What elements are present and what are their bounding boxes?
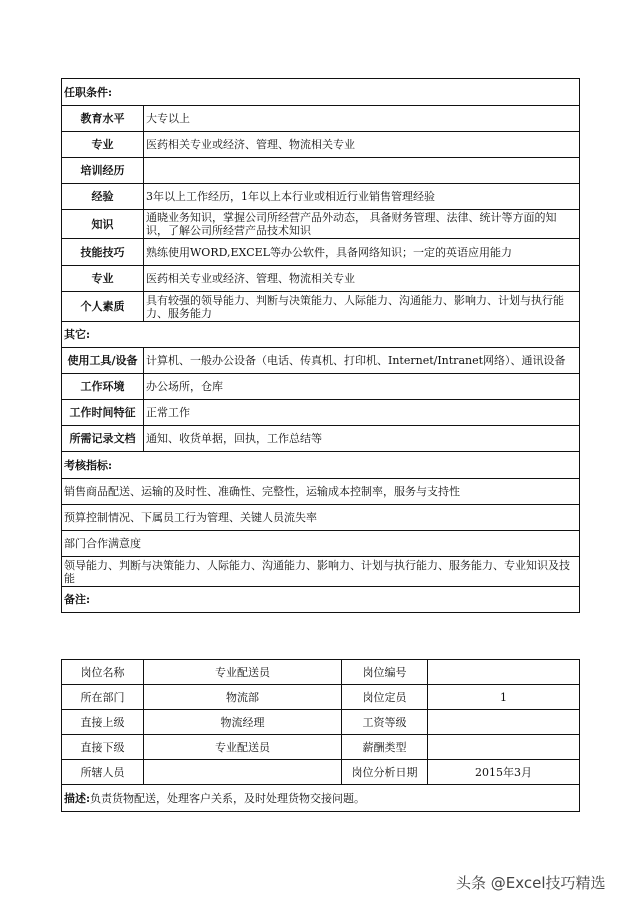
cell: 所辖人员 (62, 760, 144, 785)
row-label: 个人素质 (62, 292, 144, 322)
table-row (62, 374, 580, 400)
row-value: 通晓业务知识，掌握公司所经营产品外动态， 具备财务管理、法律、统计等方面的知识，了解公司所经营产品技术知识 (144, 210, 580, 239)
job-info-table (61, 659, 580, 812)
table-row (62, 106, 580, 132)
description-text: 负责货物配送，处理客户关系，及时处理货物交接问题。 (90, 791, 366, 805)
row-label: 工作时间特征 (62, 400, 144, 426)
row-value: 医药相关专业或经济、管理、物流相关专业 (144, 132, 580, 158)
cell: 2015年3月 (428, 760, 580, 785)
cell: 物流经理 (144, 710, 342, 735)
table-row (62, 557, 580, 587)
row-value: 通知、收货单据，回执，工作总结等 (144, 426, 580, 452)
cell: 岗位分析日期 (342, 760, 428, 785)
table-row (62, 239, 580, 266)
job-requirements-table (61, 78, 580, 613)
assessment-item: 预算控制情况、下属员工行为管理、关键人员流失率 (62, 505, 580, 531)
cell: 直接下级 (62, 735, 144, 760)
cell (428, 660, 580, 685)
row-label: 所需记录文档 (62, 426, 144, 452)
table-row (62, 210, 580, 239)
watermark-footer: 头条 @Excel技巧精选 (456, 874, 606, 892)
cell (428, 735, 580, 760)
table-row (62, 292, 580, 322)
cell: 直接上级 (62, 710, 144, 735)
table-row (62, 184, 580, 210)
table-row (62, 426, 580, 452)
cell: 专业配送员 (144, 660, 342, 685)
row-label: 专业 (62, 266, 144, 292)
cell: 岗位编号 (342, 660, 428, 685)
assessment-item: 销售商品配送、运输的及时性、准确性、完整性，运输成本控制率，服务与支持性 (62, 479, 580, 505)
row-value: 办公场所，仓库 (144, 374, 580, 400)
row-label: 工作环境 (62, 374, 144, 400)
assessment-item: 部门合作满意度 (62, 531, 580, 557)
table-row (62, 735, 580, 760)
table-row (62, 531, 580, 557)
row-label: 知识 (62, 210, 144, 239)
table-row (62, 266, 580, 292)
row-value: 大专以上 (144, 106, 580, 132)
row-value: 具有较强的领导能力、判断与决策能力、人际能力、沟通能力、影响力、计划与执行能力、服务能力 (144, 292, 580, 322)
row-label: 培训经历 (62, 158, 144, 184)
cell: 岗位定员 (342, 685, 428, 710)
row-label: 技能技巧 (62, 239, 144, 266)
row-value: 计算机、一般办公设备（电话、传真机、打印机、Internet/Intranet网络）、通讯设备 (144, 348, 580, 374)
section-row-assessment (62, 452, 580, 479)
description-cell (62, 785, 580, 812)
section-row-notes (62, 587, 580, 613)
row-value (144, 158, 580, 184)
table-row (62, 710, 580, 735)
row-label: 使用工具/设备 (62, 348, 144, 374)
table-row (62, 400, 580, 426)
row-value: 熟练使用WORD,EXCEL等办公软件，具备网络知识；一定的英语应用能力 (144, 239, 580, 266)
cell: 岗位名称 (62, 660, 144, 685)
table-row (62, 685, 580, 710)
section-title-notes: 备注: (62, 587, 580, 613)
table-row (62, 158, 580, 184)
section-title-assessment: 考核指标: (62, 452, 580, 479)
cell: 薪酬类型 (342, 735, 428, 760)
row-label: 经验 (62, 184, 144, 210)
section-title-other: 其它: (62, 322, 580, 348)
table-row (62, 760, 580, 785)
row-value: 3年以上工作经历，1年以上本行业或相近行业销售管理经验 (144, 184, 580, 210)
row-label: 教育水平 (62, 106, 144, 132)
cell: 专业配送员 (144, 735, 342, 760)
table-row (62, 132, 580, 158)
assessment-item: 领导能力、判断与决策能力、人际能力、沟通能力、影响力、计划与执行能力、服务能力、专业知识及技能 (62, 557, 580, 587)
row-label: 专业 (62, 132, 144, 158)
cell (428, 710, 580, 735)
section-row-other (62, 322, 580, 348)
cell (144, 760, 342, 785)
table-row (62, 505, 580, 531)
table-row (62, 479, 580, 505)
section-title-qualifications: 任职条件: (62, 79, 580, 106)
row-value: 医药相关专业或经济、管理、物流相关专业 (144, 266, 580, 292)
description-label: 描述: (64, 791, 91, 805)
cell: 所在部门 (62, 685, 144, 710)
cell: 工资等级 (342, 710, 428, 735)
table-row (62, 348, 580, 374)
section-row-qualifications (62, 79, 580, 106)
description-row (62, 785, 580, 812)
table-row (62, 660, 580, 685)
cell: 1 (428, 685, 580, 710)
cell: 物流部 (144, 685, 342, 710)
row-value: 正常工作 (144, 400, 580, 426)
